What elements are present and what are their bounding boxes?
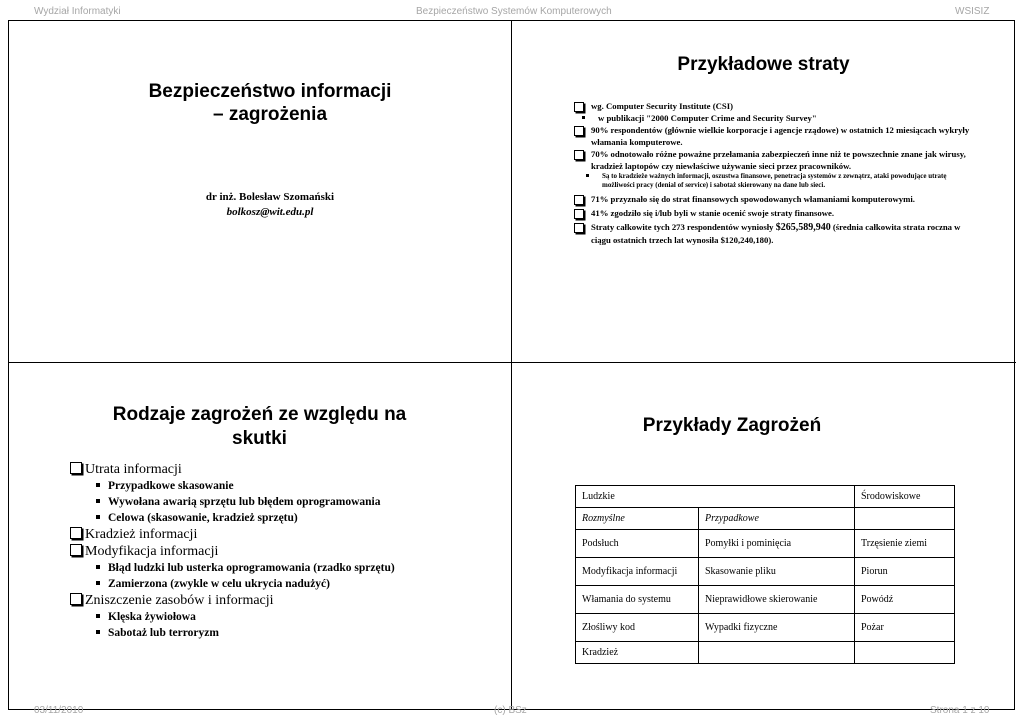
list-item: wg. Computer Security Institute (CSI) xyxy=(574,100,974,112)
slide4-title: Przykłady Zagrożeń xyxy=(642,415,822,436)
list-subitem: Błąd ludzki lub usterka oprogramowania (rzadko sprzętu) xyxy=(70,560,490,576)
table-row xyxy=(576,508,955,530)
list-subitem: Klęska żywiołowa xyxy=(70,609,490,625)
slide3-title-line2: skutki xyxy=(232,428,287,449)
list-item: Modyfikacja informacji xyxy=(70,543,490,560)
table-cell: Powódź xyxy=(855,586,955,614)
list-item: Kradzież informacji xyxy=(70,526,490,543)
checkbox-bullet-icon xyxy=(574,209,584,219)
table-row xyxy=(576,614,955,642)
list-item: 90% respondentów (głównie wielkie korporacje i agencje rządowe) w ostatnich 12 miesiącach wykryły włamania komputerowe. xyxy=(574,124,974,148)
slide1-email: bolkosz@wit.edu.pl xyxy=(226,206,314,218)
threats-table xyxy=(575,485,955,664)
list-subitem: Są to kradzieże ważnych informacji, oszustwa finansowe, penetracja systemów z zewnątrz, ataki powodujące utratę możliwości pracy (denial of service) i sabotaż skierowany na dane lub sieci. xyxy=(574,172,974,190)
slide2-list xyxy=(574,100,974,246)
checkbox-bullet-icon xyxy=(70,544,82,556)
checkbox-bullet-icon xyxy=(574,102,584,112)
square-bullet-icon xyxy=(586,174,589,177)
square-bullet-icon xyxy=(96,483,100,487)
checkbox-bullet-icon xyxy=(70,593,82,605)
table-cell: Wypadki fizyczne xyxy=(699,614,855,642)
list-subitem: Celowa (skasowanie, kradzież sprzętu) xyxy=(70,510,490,526)
slide-title xyxy=(30,20,510,362)
slide3-title xyxy=(8,403,511,451)
list-subitem: Sabotaż lub terroryzm xyxy=(70,625,490,641)
slide3-list xyxy=(70,461,490,641)
table-cell xyxy=(699,642,855,664)
table-row xyxy=(576,486,955,508)
list-item: 71% przyznało się do strat finansowych spowodowanych włamaniami komputerowymi. xyxy=(574,193,974,205)
slide2-title: Przykładowe straty xyxy=(677,54,850,75)
footer-right: Strona 1 z 10 xyxy=(930,705,990,716)
checkbox-bullet-icon xyxy=(70,527,82,539)
checkbox-bullet-icon xyxy=(574,150,584,160)
table-cell: Pożar xyxy=(855,614,955,642)
table-cell: Przypadkowe xyxy=(699,508,855,530)
slide1-title-line1: Bezpieczeństwo informacji xyxy=(148,81,392,102)
table-row xyxy=(576,642,955,664)
footer-center: (c) BSz xyxy=(494,705,527,716)
table-cell: Nieprawidłowe skierowanie xyxy=(699,586,855,614)
header-center: Bezpieczeństwo Systemów Komputerowych xyxy=(416,6,612,17)
square-bullet-icon xyxy=(582,116,585,119)
list-item: 70% odnotowało różne poważne przełamania zabezpieczeń inne niż te powszechnie znane jak wirusy, kradzież laptopów czy niewłaściwe używanie sieci przez pracowników. xyxy=(574,148,974,172)
checkbox-bullet-icon xyxy=(70,462,82,474)
table-row xyxy=(576,530,955,558)
square-bullet-icon xyxy=(96,614,100,618)
slide1-title xyxy=(30,80,510,126)
table-cell: Pomyłki i pominięcia xyxy=(699,530,855,558)
list-item: Utrata informacji xyxy=(70,461,490,478)
slide-threat-types xyxy=(8,363,511,710)
list-item: Zniszczenie zasobów i informacji xyxy=(70,592,490,609)
list-item: Straty całkowite tych 273 respondentów wyniosły $265,589,940 (średnia całkowita strata roczna w ciągu ostatnich trzech lat wynosiła $120,240,180). xyxy=(574,221,974,246)
table-cell: Złośliwy kod xyxy=(576,614,699,642)
slide1-author: dr inż. Bolesław Szomański xyxy=(205,191,335,203)
table-row xyxy=(576,586,955,614)
square-bullet-icon xyxy=(96,581,100,585)
table-cell: Środowiskowe xyxy=(855,486,955,508)
slide3-title-line1: Rodzaje zagrożeń ze względu na xyxy=(112,404,407,425)
list-subitem: w publikacji "2000 Computer Crime and Security Survey" xyxy=(574,112,974,124)
table-cell: Włamania do systemu xyxy=(576,586,699,614)
slide1-title-line2: – zagrożenia xyxy=(212,104,328,125)
loss-amount: $265,589,940 xyxy=(775,222,831,233)
table-row xyxy=(576,558,955,586)
square-bullet-icon xyxy=(96,630,100,634)
table-cell: Podsłuch xyxy=(576,530,699,558)
square-bullet-icon xyxy=(96,499,100,503)
table-cell: Trzęsienie ziemi xyxy=(855,530,955,558)
slide-losses xyxy=(512,20,1015,362)
table-cell xyxy=(855,508,955,530)
list-subitem: Zamierzona (zwykle w celu ukrycia nadużyć) xyxy=(70,576,490,592)
table-cell: Modyfikacja informacji xyxy=(576,558,699,586)
header-left: Wydział Informatyki xyxy=(34,6,121,17)
square-bullet-icon xyxy=(96,565,100,569)
table-cell xyxy=(855,642,955,664)
list-subitem: Wywołana awarią sprzętu lub błędem oprogramowania xyxy=(70,494,490,510)
footer-left: 03/11/2010 xyxy=(34,705,84,716)
table-cell: Piorun xyxy=(855,558,955,586)
table-cell: Skasowanie pliku xyxy=(699,558,855,586)
list-subitem: Przypadkowe skasowanie xyxy=(70,478,490,494)
table-cell: Rozmyślne xyxy=(576,508,699,530)
table-cell: Ludzkie xyxy=(576,486,855,508)
square-bullet-icon xyxy=(96,515,100,519)
slide-threat-examples xyxy=(512,363,1015,710)
header-right: WSISIZ xyxy=(955,6,990,17)
checkbox-bullet-icon xyxy=(574,195,584,205)
checkbox-bullet-icon xyxy=(574,223,584,233)
table-cell: Kradzież xyxy=(576,642,699,664)
list-item: 41% zgodziło się i/lub byli w stanie ocenić swoje straty finansowe. xyxy=(574,207,974,219)
checkbox-bullet-icon xyxy=(574,126,584,136)
